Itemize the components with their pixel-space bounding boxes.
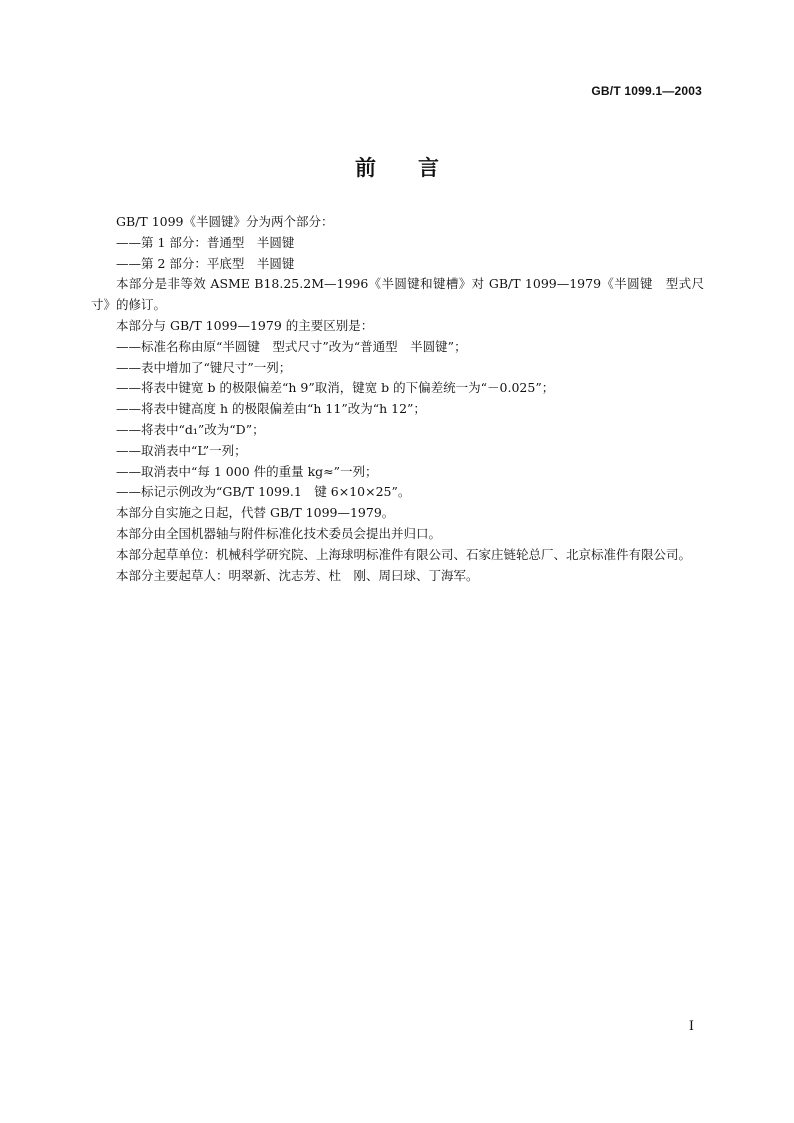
paragraph: ——第 2 部分：平底型 半圆键 xyxy=(116,255,295,271)
paragraph: 本部分是非等效 ASME B18.25.2M—1996《半圆键和键槽》对 GB/T 1099—1979《半圆键 型式尺寸》的修订。 xyxy=(91,276,704,313)
page-title xyxy=(0,152,794,182)
paragraph: ——取消表中“L”一列； xyxy=(116,442,247,458)
standard-code: GB/T 1099.1—2003 xyxy=(591,84,702,98)
foreword-body xyxy=(91,212,704,586)
paragraph: ——表中增加了“键尺寸”一列； xyxy=(116,359,292,375)
paragraph: ——取消表中“每 1 000 件的重量 kg≈”一列； xyxy=(116,463,378,479)
paragraph: 本部分自实施之日起，代替 GB/T 1099—1979。 xyxy=(116,505,395,521)
paragraph: GB/T 1099《半圆键》分为两个部分： xyxy=(116,214,334,229)
paragraph: 本部分起草单位：机械科学研究院、上海球明标准件有限公司、石家庄链轮总厂、北京标准件有限公司。 xyxy=(116,546,692,562)
title-char-2: 言 xyxy=(418,156,439,180)
paragraph: ——将表中键宽 b 的极限偏差“h 9”取消，键宽 b 的下偏差统一为“－0.025”； xyxy=(116,380,555,396)
paragraph: ——标准名称由原“半圆键 型式尺寸”改为“普通型 半圆键”； xyxy=(116,338,467,354)
paragraph: 本部分主要起草人：明翠新、沈志芳、杜 刚、周曰球、丁海军。 xyxy=(116,567,479,583)
paragraph: 本部分与 GB/T 1099—1979 的主要区别是： xyxy=(116,317,374,333)
title-char-1: 前 xyxy=(355,156,376,180)
paragraph: ——第 1 部分：普通型 半圆键 xyxy=(116,234,295,250)
page-number: I xyxy=(688,1019,694,1034)
paragraph: ——标记示例改为“GB/T 1099.1 键 6×10×25”。 xyxy=(116,484,411,500)
paragraph: 本部分由全国机器轴与附件标准化技术委员会提出并归口。 xyxy=(116,525,442,541)
paragraph: ——将表中“d₁”改为“D”； xyxy=(116,421,265,437)
paragraph: ——将表中键高度 h 的极限偏差由“h 11”改为“h 12”； xyxy=(116,401,426,417)
